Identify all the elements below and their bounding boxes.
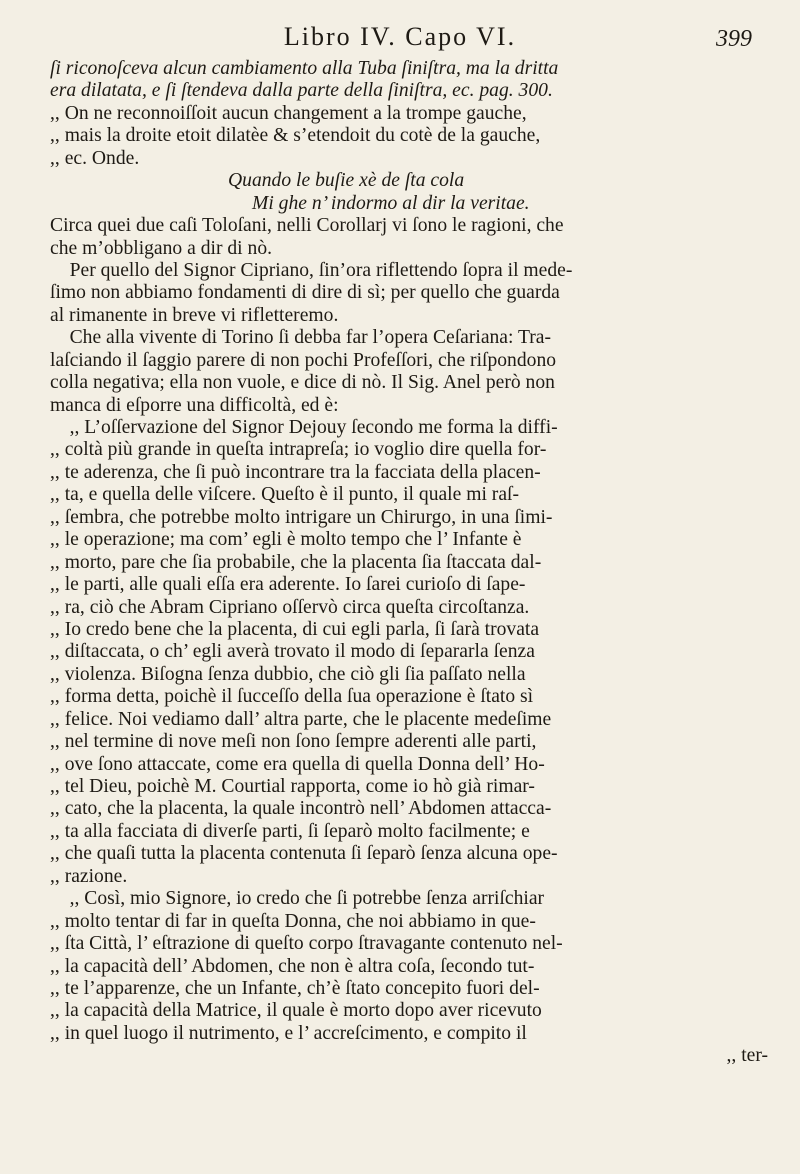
text-line: ,, ove ſono attaccate, come era quella di quella Donna dell’ Ho- <box>50 753 545 775</box>
text-line: ,, ter- <box>726 1045 768 1067</box>
text-line: era dilatata, e ſi ſtendeva dalla parte della ſiniſtra, ec. pag. 300. <box>50 80 553 102</box>
text-line: ,, On ne reconnoiſſoit aucun changement a la trompe gauche, <box>50 102 527 124</box>
text-line: ,, cato, che la placenta, la quale incontrò nell’ Abdomen attacca- <box>50 798 552 820</box>
text-line: Mi ghe n’ indormo al dir la veritae. <box>252 192 530 214</box>
text-line: ,, te aderenza, che ſi può incontrare tra la facciata della placen- <box>50 461 541 483</box>
text-line: ,, L’oſſervazione del Signor Dejouy ſecondo me forma la diffi- <box>50 417 558 438</box>
text-line: laſciando il ſaggio parere di non pochi Profeſſori, che riſpondono <box>50 349 557 371</box>
text-line: Che alla vivente di Torino ſi debba far l’opera Ceſariana: Tra- <box>50 327 552 349</box>
text-line: ſi riconoſceva alcun cambiamento alla Tuba ſiniſtra, ma la dritta <box>50 58 559 79</box>
text-line: ,, razione. <box>50 865 128 887</box>
text-line: che m’obbligano a dir di nò. <box>50 237 273 259</box>
text-line: ,, morto, pare che ſia probabile, che la placenta ſia ſtaccata dal- <box>50 551 542 573</box>
text-line: ,, Così, mio Signore, io credo che ſi potrebbe ſenza arriſchiar <box>50 888 545 910</box>
text-line: ,, ſembra, che potrebbe molto intrigare un Chirurgo, in una ſimi- <box>50 506 553 528</box>
text-line: Per quello del Signor Cipriano, ſin’ora riflettendo ſopra il mede- <box>50 259 573 281</box>
text-line: ,, ta alla facciata di diverſe parti, ſi ſeparò molto facilmente; e <box>50 820 530 842</box>
text-line: ,, ta, e quella delle viſcere. Queſto è il punto, il quale mi raſ- <box>50 484 519 506</box>
text-line: ,, ec. Onde. <box>50 147 140 169</box>
text-line: ,, mais la droite etoit dilatèe & s’etendoit du cotè de la gauche, <box>50 125 541 147</box>
text-line: ,, Io credo bene che la placenta, di cui egli parla, ſi ſarà trovata <box>50 618 540 640</box>
text-line: ,, in quel luogo il nutrimento, e l’ accreſcimento, e compito il <box>50 1022 527 1044</box>
text-line: ,, la capacità dell’ Abdomen, che non è altra coſa, ſecondo tut- <box>50 955 535 977</box>
text-line: ,, diſtaccata, o ch’ egli averà trovato il modo di ſepararla ſenza <box>50 641 535 663</box>
text-line: ſimo non abbiamo fondamenti di dire di sì; per quello che guarda <box>50 282 560 304</box>
text-line: Circa quei due caſi Toloſani, nelli Corollarj vi ſono le ragioni, che <box>50 215 564 237</box>
body-text <box>50 58 768 1068</box>
text-line: ,, che quaſi tutta la placenta contenuta ſi ſeparò ſenza alcuna ope- <box>50 843 558 865</box>
text-line: ,, ra, ciò che Abram Cipriano oſſervò circa queſta circoſtanza. <box>50 596 530 618</box>
page-number: 399 <box>716 26 752 52</box>
text-line: ,, te l’apparenze, che un Infante, ch’è ſtato concepito fuori del- <box>50 977 540 999</box>
text-line: al rimanente in breve vi rifletteremo. <box>50 304 339 326</box>
text-line: ,, violenza. Biſogna ſenza dubbio, che ciò gli ſia paſſato nella <box>50 663 526 685</box>
text-line: ,, le operazione; ma com’ egli è molto tempo che l’ Infante è <box>50 529 522 551</box>
text-line: ,, le parti, alle quali eſſa era aderente. Io ſarei curioſo di ſape- <box>50 574 526 596</box>
text-line: ,, forma detta, poichè il ſucceſſo della ſua operazione è ſtato sì <box>50 686 534 708</box>
text-line: ,, felice. Noi vediamo dall’ altra parte, che le placente medeſime <box>50 708 552 730</box>
text-line: ,, la capacità della Matrice, il quale è morto dopo aver ricevuto <box>50 1000 542 1022</box>
text-line: ,, nel termine di nove meſi non ſono ſempre aderenti alle parti, <box>50 731 537 753</box>
text-line: Quando le buſie xè de ſta cola <box>228 170 465 192</box>
text-line: manca di eſporre una difficoltà, ed è: <box>50 394 339 416</box>
text-line: ,, coltà più grande in queſta intrapreſa; io voglio dire quella for- <box>50 439 547 461</box>
running-head: Libro IV. Capo VI. <box>283 22 517 51</box>
text-line: ,, molto tentar di far in queſta Donna, che noi abbiamo in que- <box>50 910 536 932</box>
text-line: ,, ſta Città, l’ eſtrazione di queſto corpo ſtravagante contenuto nel- <box>50 933 563 955</box>
text-line: ,, tel Dieu, poichè M. Courtial rapporta, come io hò già rimar- <box>50 776 535 797</box>
text-line: colla negativa; ella non vuole, e dice di nò. Il Sig. Anel però non <box>50 372 555 394</box>
page-header <box>0 16 800 60</box>
